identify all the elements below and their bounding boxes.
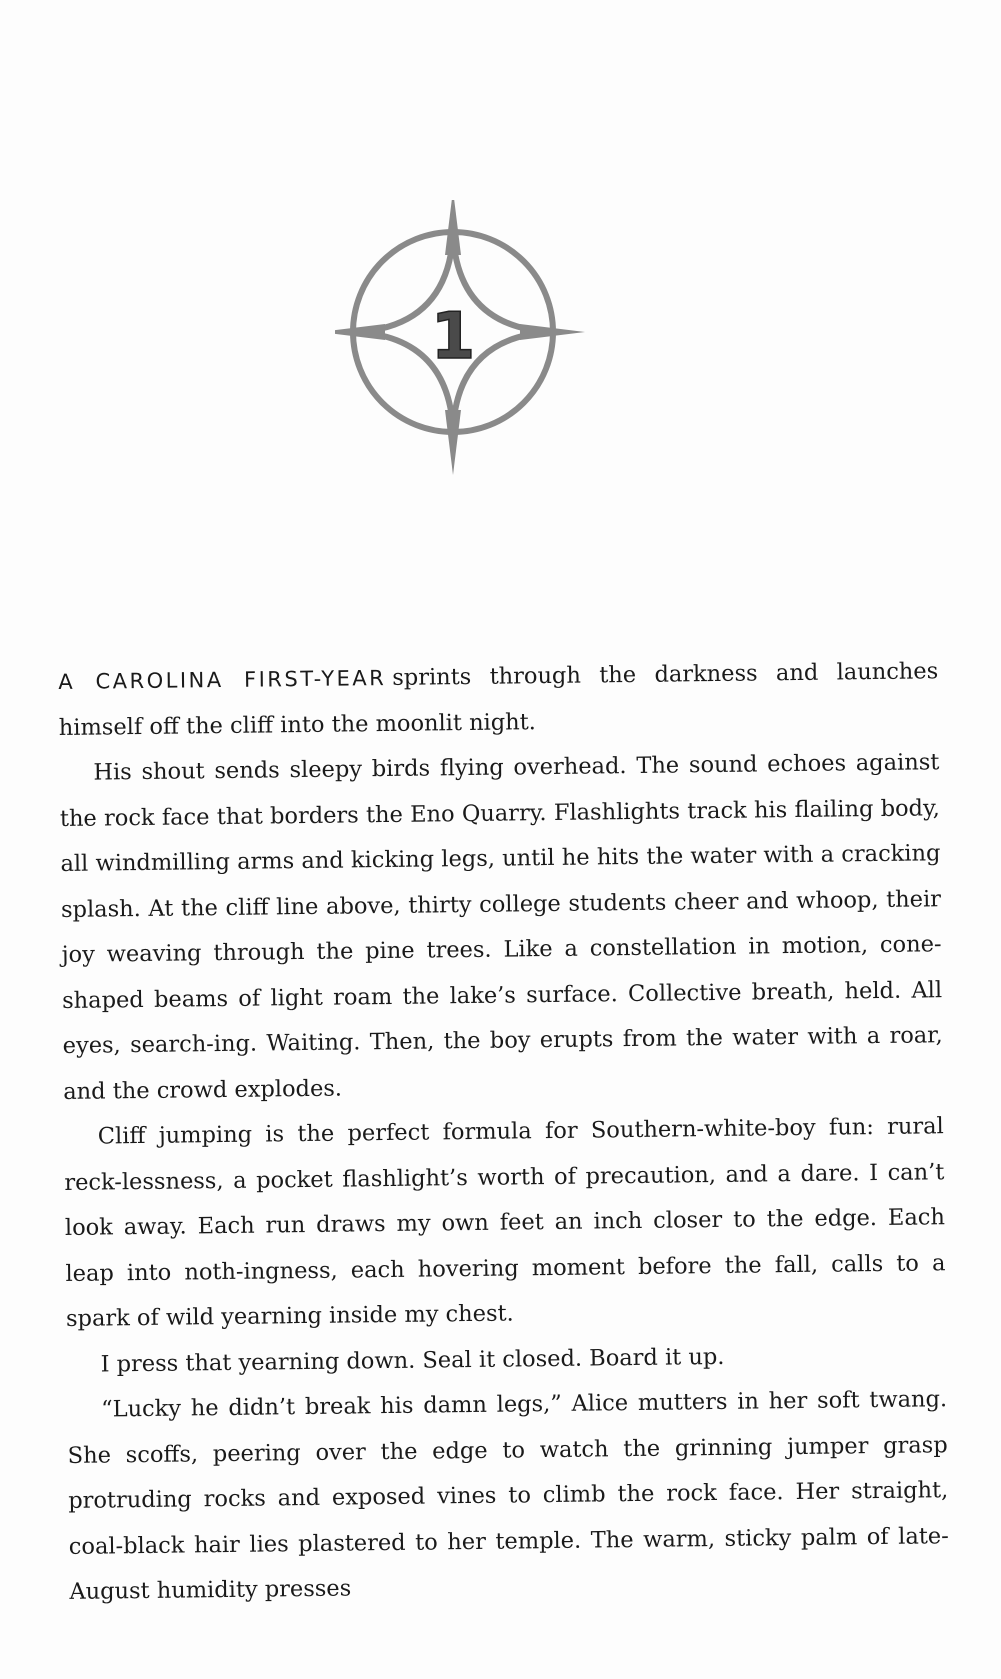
chapter-emblem bbox=[335, 200, 635, 520]
paragraph-5: “Lucky he didn’t break his damn legs,” Alice mutters in her soft twang. She scoffs, peering over the edge to watch the grinning jumper grasp protruding rocks and exposed vines to climb the rock face. Her straight, coal-black hair lies plastered to her temple. The warm, sticky palm of late-August humidity presses bbox=[67, 1386, 949, 1605]
chapter-number: 1 bbox=[430, 300, 476, 374]
lead-in: A CAROLINA FIRST-YEAR bbox=[58, 665, 387, 694]
paragraph-1-text: sprints through the darkness and launches himself off the cliff into the moonlit night. bbox=[58, 658, 939, 741]
paragraph-2: His shout sends sleepy birds flying overhead. The sound echoes against the rock face that borders the Eno Quarry. Flashlights track his flailing body, all windmilling arms and kicking legs, until he hits the water with a cracking splash. At the cliff line above, thirty college students cheer and whoop, their joy weaving through the pine trees. Like a constellation in motion, cone-shaped beams of light roam the lake’s surface. Collective breath, held. All eyes, search-ing. Waiting. Then, the boy erupts from the water with a roar, and the crowd explodes. bbox=[59, 749, 943, 1105]
chapter-body bbox=[58, 649, 950, 1615]
paragraph-4: I press that yearning down. Seal it closed. Board it up. bbox=[100, 1343, 725, 1378]
paragraph-1 bbox=[58, 649, 939, 751]
paragraph-3: Cliff jumping is the perfect formula for Southern-white-boy fun: rural reck-lessness, a pocket flashlight’s worth of precaution, and a dare. I can’t look away. Each run draws my own feet an inch closer to the edge. Each leap into noth-ingness, each hovering moment before the fall, calls to a spark of wild yearning inside my chest. bbox=[64, 1113, 946, 1332]
